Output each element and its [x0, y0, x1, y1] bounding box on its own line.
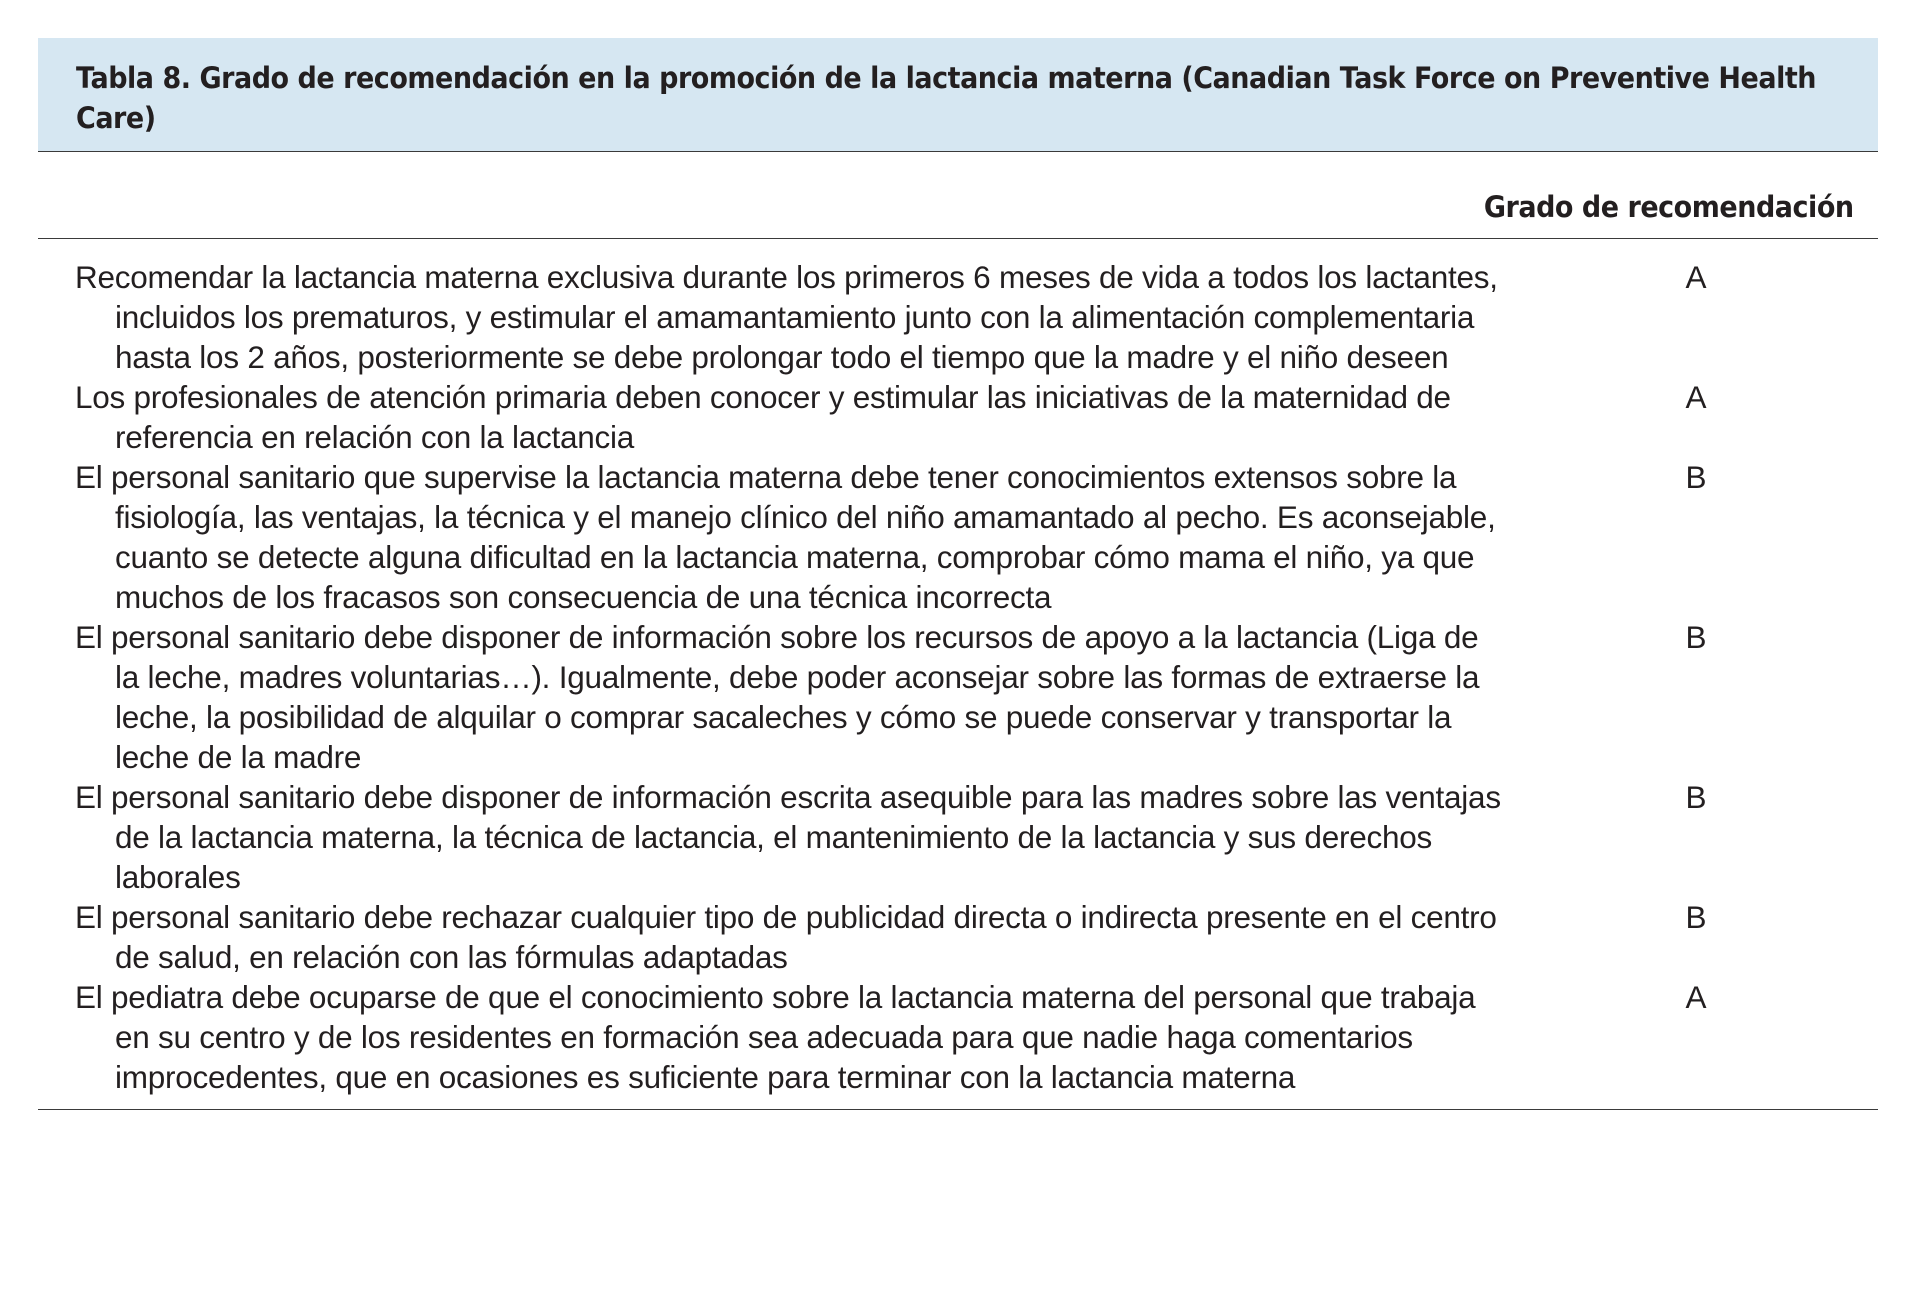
table-body: [38, 239, 1878, 1110]
table-row: [38, 777, 1878, 897]
table-row: [38, 257, 1878, 377]
column-header-grade: Grado de recomendación: [1484, 190, 1854, 224]
recommendation-text: El personal sanitario debe disponer de información escrita asequible para las madres sobre las ventajas de la lactancia materna, la técnica de lactancia, el mantenimiento de la lactancia y sus derechos laborales: [75, 779, 1501, 895]
recommendation-grade: B: [1685, 619, 1707, 655]
recommendation-text: El personal sanitario debe rechazar cualquier tipo de publicidad directa o indirecta presente en el centro de salud, en relación con las fórmulas adaptadas: [75, 899, 1497, 975]
table-row: [38, 457, 1878, 617]
recommendation-text: Recomendar la lactancia materna exclusiva durante los primeros 6 meses de vida a todos los lactantes, incluidos los prematuros, y estimular el amamantamiento junto con la alimentación complementaria hasta los 2 años, posteriormente se debe prolongar todo el tiempo que la madre y el niño deseen: [75, 259, 1498, 375]
table-row: [38, 377, 1878, 457]
recommendation-grade: A: [1685, 979, 1707, 1015]
table-header-row: [38, 152, 1878, 239]
recommendation-text: El pediatra debe ocuparse de que el conocimiento sobre la lactancia materna del personal que trabaja en su centro y de los residentes en formación sea adecuada para que nadie haga comentarios improcedentes, que en ocasiones es suficiente para terminar con la lactancia materna: [75, 979, 1476, 1095]
table-title: Tabla 8. Grado de recomendación en la promoción de la lactancia materna (Canadian Task Force on Preventive Health Care): [76, 61, 1817, 135]
recommendation-grade: A: [1685, 259, 1707, 295]
table-row: [38, 617, 1878, 777]
recommendation-text: El personal sanitario debe disponer de información sobre los recursos de apoyo a la lactancia (Liga de la leche, madres voluntarias…). Igualmente, debe poder aconsejar sobre las formas de extraerse la leche, la posibilidad de alquilar o comprar sacaleches y cómo se puede conservar y transportar la leche de la madre: [75, 619, 1480, 775]
table-title-bar: [38, 38, 1878, 152]
recommendation-text: El personal sanitario que supervise la lactancia materna debe tener conocimientos extensos sobre la fisiología, las ventajas, la técnica y el manejo clínico del niño amamantado al pecho. Es aconsejable, cuanto se detecte alguna dificultad en la lactancia materna, comprobar cómo mama el niño, ya que muchos de los fracasos son consecuencia de una técnica incorrecta: [75, 459, 1496, 615]
table-row: [38, 897, 1878, 977]
recommendation-grade: B: [1685, 459, 1707, 495]
recommendation-grade: B: [1685, 899, 1707, 935]
table-row: [38, 977, 1878, 1097]
recommendation-table: [38, 38, 1878, 1110]
recommendation-text: Los profesionales de atención primaria deben conocer y estimular las iniciativas de la maternidad de referencia en relación con la lactancia: [75, 379, 1451, 455]
recommendation-grade: A: [1685, 379, 1707, 415]
recommendation-grade: B: [1685, 779, 1707, 815]
